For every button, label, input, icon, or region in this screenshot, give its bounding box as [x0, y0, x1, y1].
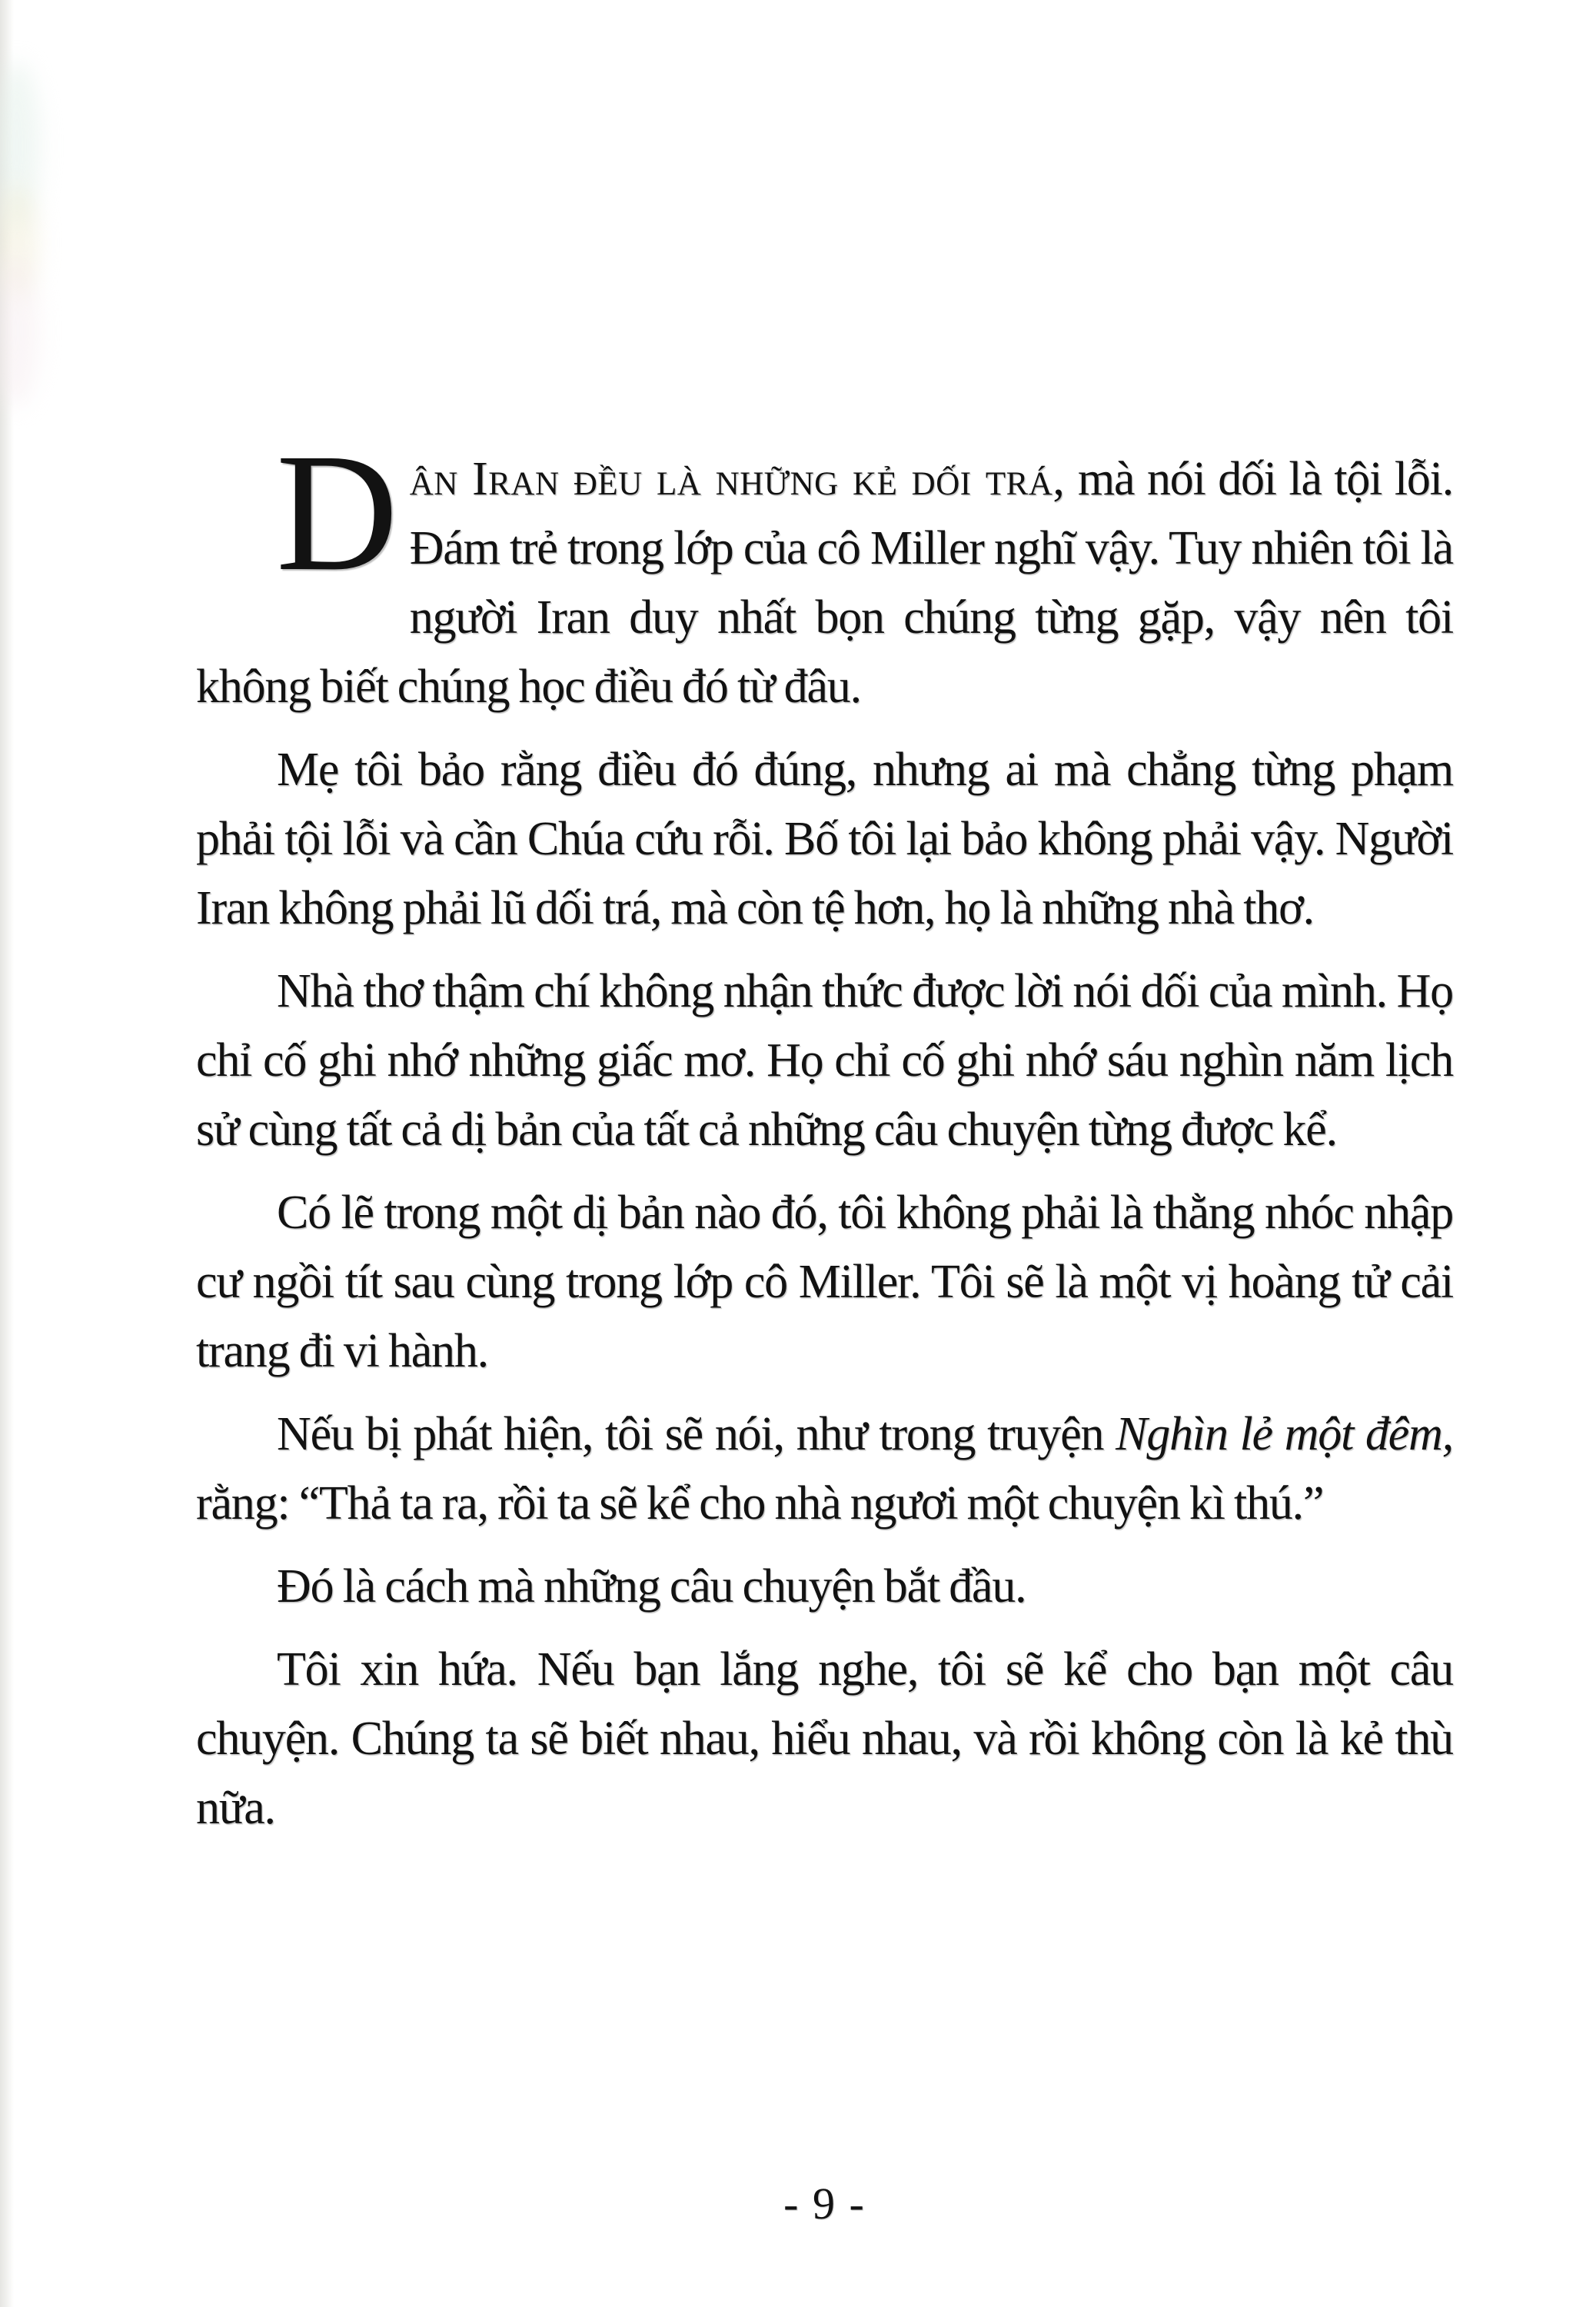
paragraph-6: Đó là cách mà những câu chuyện bắt đầu.	[277, 1560, 1026, 1613]
drop-cap-letter: D	[276, 418, 397, 606]
paragraph-1	[196, 418, 1453, 721]
paragraph-7: Tôi xin hứa. Nếu bạn lắng nghe, tôi sẽ kể cho bạn một câu chuyện. Chúng ta sẽ biết nhau, hiểu nhau, và rồi không còn là kẻ thù nữa.	[196, 1643, 1453, 1834]
paragraph-3: Nhà thơ thậm chí không nhận thức được lời nói dối của mình. Họ chỉ cố ghi nhớ những giấc mơ. Họ chỉ cố ghi nhớ sáu nghìn năm lịch sử cùng tất cả dị bản của tất cả những câu chuyện từng được kể.	[196, 965, 1453, 1156]
paragraph-4: Có lẽ trong một dị bản nào đó, tôi không phải là thằng nhóc nhập cư ngồi tít sau cùng trong lớp cô Miller. Tôi sẽ là một vị hoàng tử cải trang đi vi hành.	[196, 1187, 1453, 1377]
paragraph-5	[196, 1400, 1453, 1538]
paragraph-1-text: mà nói dối là tội lỗi. Đám trẻ trong lớp của cô Miller nghĩ vậy. Tuy nhiên tôi là người Iran duy nhất bọn chúng từng gặp, vậy nên tôi không biết chúng học điều đó từ đâu.	[196, 453, 1453, 713]
page-number: - 9 -	[783, 2179, 866, 2229]
book-title-italic: Nghìn lẻ một đêm,	[1116, 1408, 1454, 1460]
paragraph-2: Mẹ tôi bảo rằng điều đó đúng, nhưng ai mà chẳng từng phạm phải tội lỗi và cần Chúa cứu rỗi. Bố tôi lại bảo không phải vậy. Người Iran không phải lũ dối trá, mà còn tệ hơn, họ là những nhà thơ.	[196, 744, 1453, 934]
opening-small-caps: ân Iran đều là những kẻ dối trá,	[409, 453, 1066, 505]
paragraph-5-text: Nếu bị phát hiện, tôi sẽ nói, như trong truyện	[277, 1408, 1116, 1460]
paragraph-5-text-after: rằng: “Thả ta ra, rồi ta sẽ kể cho nhà ngươi một chuyện kì thú.”	[196, 1477, 1324, 1530]
